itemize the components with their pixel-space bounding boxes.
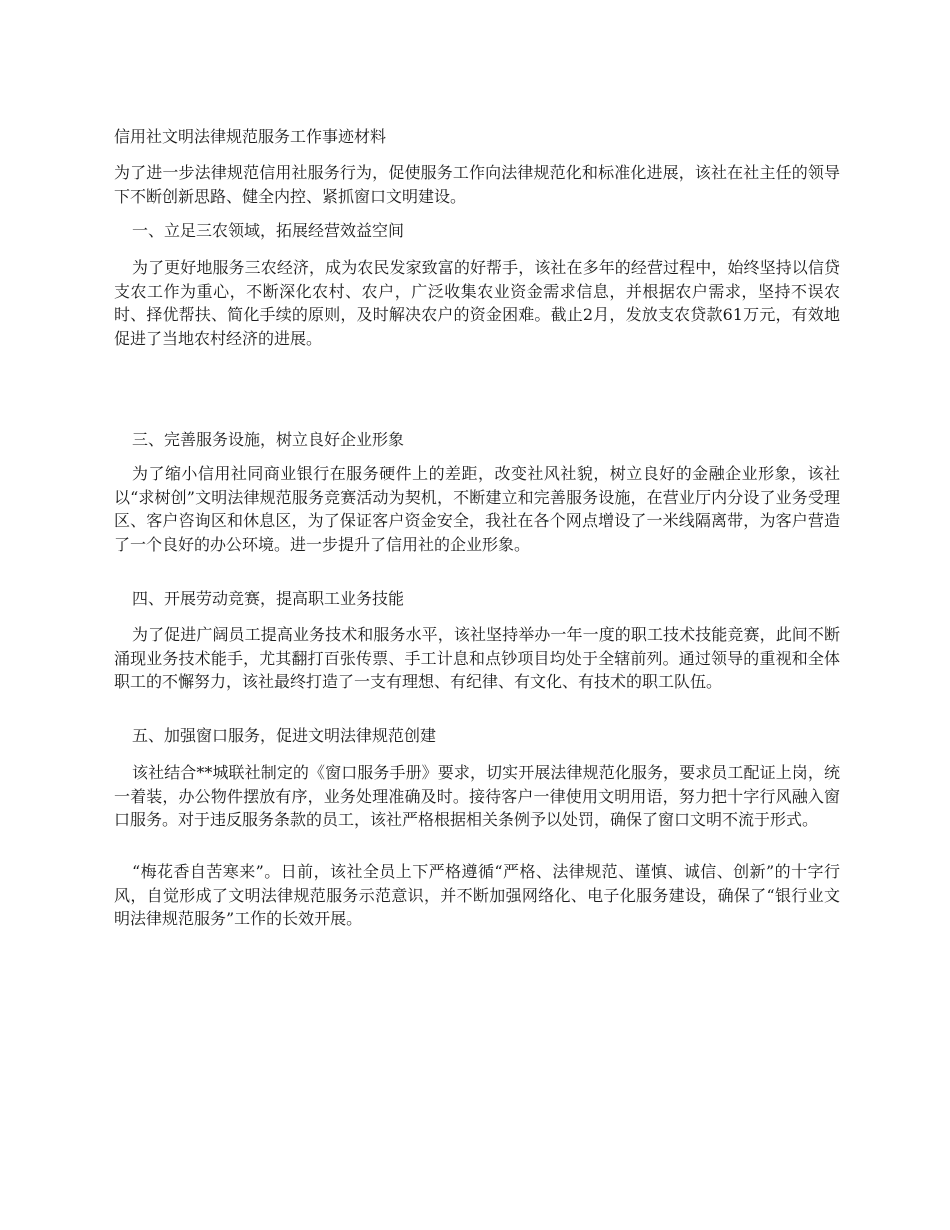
closing-paragraph: “梅花香自苦寒来”。日前，该社全员上下严格遵循“严格、法律规范、谨慎、诚信、创新”的十字行风，自觉形成了文明法律规范服务示范意识，并不断加强网络化、电子化服务建设，确保了“银行业文明法律规范服务”工作的长效开展。	[114, 862, 840, 928]
section4-heading: 四、开展劳动竞赛，提高职工业务技能	[132, 589, 405, 608]
section3-heading: 三、完善服务设施，树立良好企业形象	[132, 430, 405, 449]
intro-paragraph: 为了进一步法律规范信用社服务行为，促使服务工作向法律规范化和标准化进展，该社在社主任的领导下不断创新思路、健全内控、紧抓窗口文明建设。	[114, 163, 840, 206]
section4-paragraph: 为了促进广阔员工提高业务技术和服务水平，该社坚持举办一年一度的职工技术技能竞赛，此间不断涌现业务技术能手，尤其翻打百张传票、手工计息和点钞项目均处于全辖前列。通过领导的重视和全体职工的不懈努力，该社最终打造了一支有理想、有纪律、有文化、有技术的职工队伍。	[114, 625, 840, 691]
section3-paragraph: 为了缩小信用社同商业银行在服务硬件上的差距，改变社风社貌，树立良好的金融企业形象，该社以“求树创”文明法律规范服务竞赛活动为契机，不断建立和完善服务设施，在营业厅内分设了业务受理区、客户咨询区和休息区，为了保证客户资金安全，我社在各个网点增设了一米线隔离带，为客户营造了一个良好的办公环境。进一步提升了信用社的企业形象。	[114, 464, 840, 554]
section5-heading: 五、加强窗口服务，促进文明法律规范创建	[132, 726, 437, 745]
section1-paragraph: 为了更好地服务三农经济，成为农民发家致富的好帮手，该社在多年的经营过程中，始终坚持以信贷支农工作为重心，不断深化农村、农户，广泛收集农业资金需求信息，并根据农户需求，坚持不误农时、择优帮扶、简化手续的原则，及时解决农户的资金困难。截止2月，发放支农贷款61万元，有效地促进了当地农村经济的进展。	[114, 258, 840, 348]
document-title: 信用社文明法律规范服务工作事迹材料	[114, 127, 387, 146]
section1-heading: 一、立足三农领域，拓展经营效益空间	[132, 221, 405, 240]
section5-paragraph: 该社结合**城联社制定的《窗口服务手册》要求，切实开展法律规范化服务，要求员工配证上岗，统一着装，办公物件摆放有序，业务处理准确及时。接待客户一律使用文明用语，努力把十字行风融入窗口服务。对于违反服务条款的员工，该社严格根据相关条例予以处罚，确保了窗口文明不流于形式。	[114, 763, 840, 829]
